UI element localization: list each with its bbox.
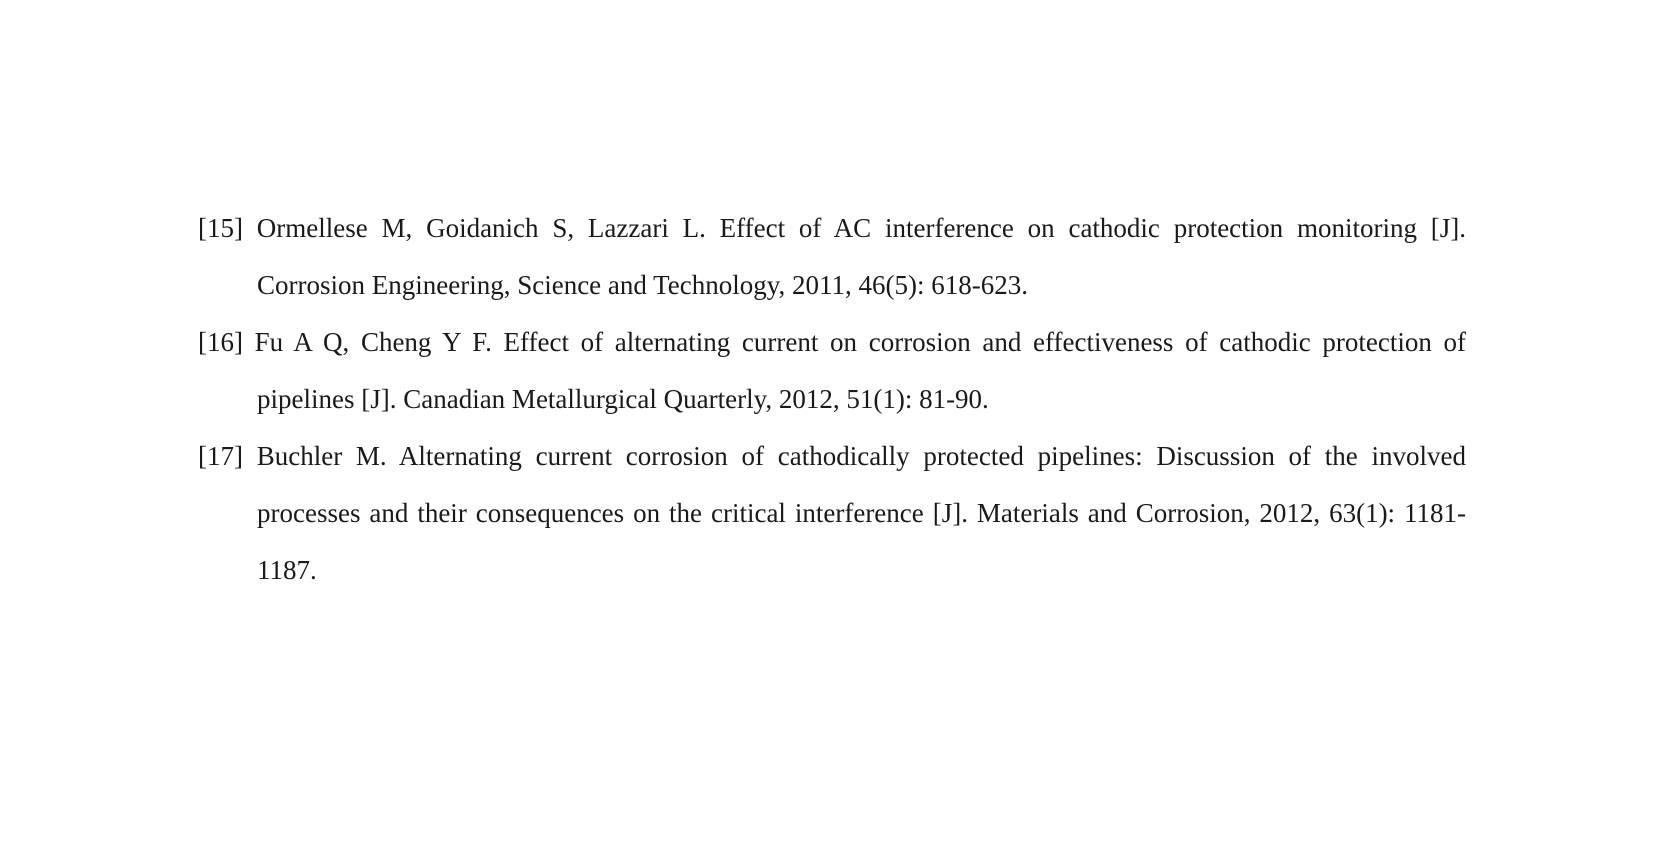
reference-number: [17]	[198, 441, 243, 471]
reference-list	[198, 200, 1466, 599]
reference-text: Fu A Q, Cheng Y F. Effect of alternating current on corrosion and effectiveness of cathodic protection of pipelines [J]. Canadian Metallurgical Quarterly, 2012, 51(1): 81-90.	[254, 327, 1467, 414]
reference-number: [15]	[198, 213, 243, 243]
reference-text: Ormellese M, Goidanich S, Lazzari L. Effect of AC interference on cathodic protection monitoring [J]. Corrosion Engineering, Science and Technology, 2011, 46(5): 618-623.	[256, 213, 1466, 300]
reference-item-16	[198, 314, 1466, 428]
reference-item-15	[198, 200, 1466, 314]
reference-number: [16]	[198, 327, 243, 357]
reference-text: Buchler M. Alternating current corrosion of cathodically protected pipelines: Discussion of the involved processes and their consequences on the critical interference [J]. Materials and Corrosion, 2012, 63(1): 1181-1187.	[256, 441, 1466, 585]
reference-item-17	[198, 428, 1466, 599]
